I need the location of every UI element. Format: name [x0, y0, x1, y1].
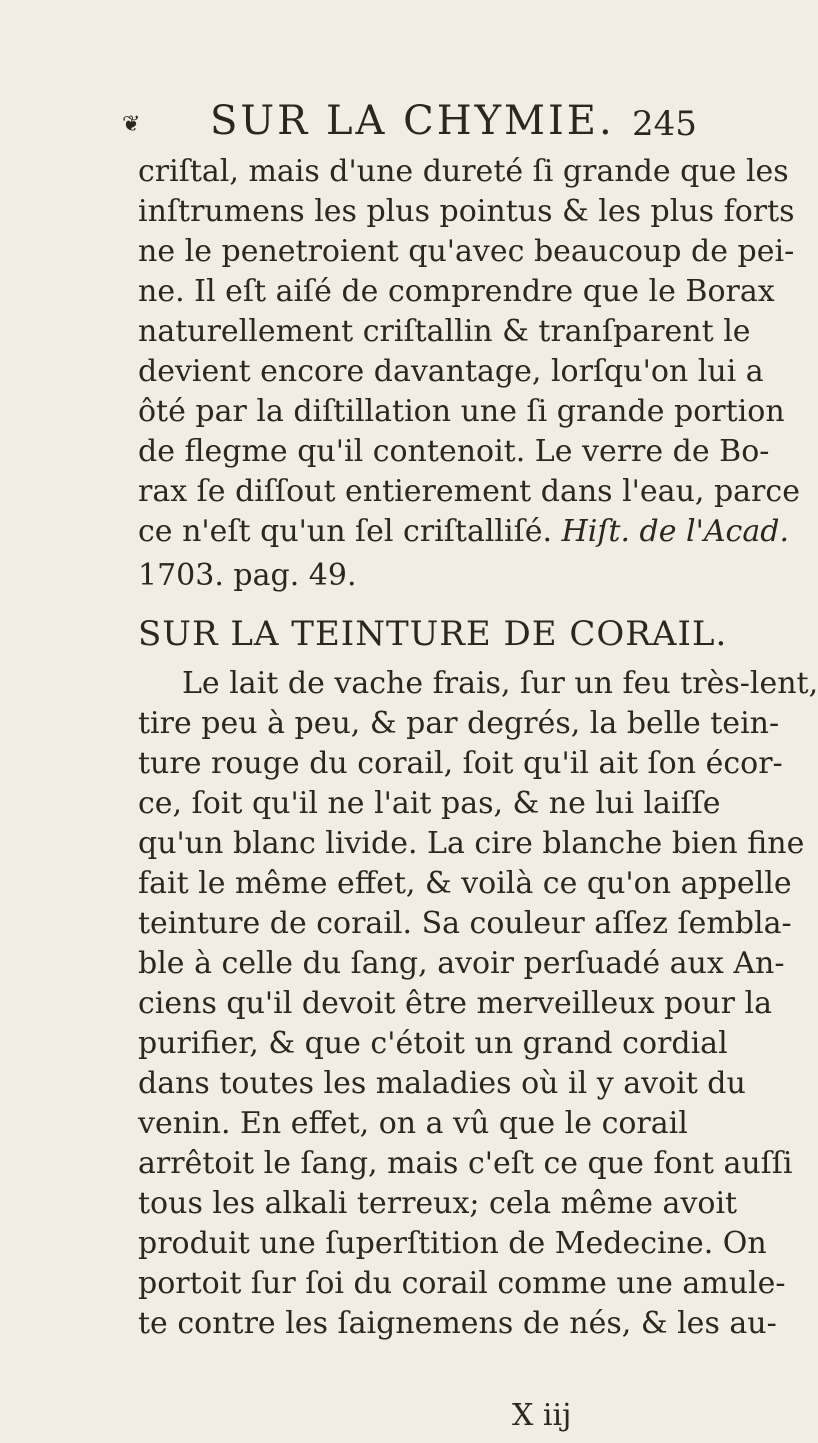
text-line: purifier, & que c'étoit un grand cordial [138, 1026, 728, 1061]
text-line: portoit ſur ſoi du corail comme une amule- [138, 1266, 786, 1301]
text-line: devient encore davantage, lorſqu'on lui a [138, 354, 764, 389]
text-line: de flegme qu'il contenoit. Le verre de Bo- [138, 434, 770, 469]
text-line: dans toutes les maladies où il y avoit du [138, 1066, 746, 1101]
text-line: criſtal, mais d'une dureté ſi grande que les [138, 154, 789, 189]
running-title: SUR LA CHYMIE. [210, 98, 615, 144]
text-line: ce, ſoit qu'il ne l'ait pas, & ne lui laiſſe [138, 786, 721, 821]
text-fragment: ce n'eſt qu'un ſel criſtalliſé. [138, 514, 553, 549]
text-line: ble à celle du ſang, avoir perſuadé aux An- [138, 946, 785, 981]
text-line: venin. En effet, on a vû que le corail [138, 1106, 688, 1141]
citation-reference: 1703. pag. 49. [138, 558, 357, 593]
text-line: naturellement criſtallin & tranſparent le [138, 314, 751, 349]
text-line-with-citation [138, 512, 789, 552]
text-line: arrêtoit le ſang, mais c'eſt ce que font auſſi [138, 1146, 793, 1181]
text-line: ne le penetroient qu'avec beaucoup de pei- [138, 234, 795, 269]
text-line: teinture de corail. Sa couleur aſſez ſembla- [138, 906, 792, 941]
text-line: tire peu à peu, & par degrés, la belle tein- [138, 706, 780, 741]
text-line: Le lait de vache frais, ſur un feu très-lent, [182, 666, 818, 701]
running-header [0, 98, 800, 150]
text-line: ture rouge du corail, ſoit qu'il ait ſon écor- [138, 746, 783, 781]
signature-mark: X iij [512, 1398, 572, 1433]
citation-source: Hiſt. de l'Acad. [561, 514, 789, 549]
text-line: inſtrumens les plus pointus & les plus forts [138, 194, 795, 229]
text-line: rax ſe diſſout entierement dans l'eau, parce [138, 474, 800, 509]
page-number: 245 [632, 104, 697, 144]
text-line: ôté par la diſtillation une ſi grande portion [138, 394, 785, 429]
text-line: produit une ſuperſtition de Medecine. On [138, 1226, 767, 1261]
section-heading: SUR LA TEINTURE DE CORAIL. [138, 614, 728, 654]
text-line: te contre les ſaignemens de nés, & les au- [138, 1306, 777, 1341]
text-line: qu'un blanc livide. La cire blanche bien fine [138, 826, 805, 861]
text-line: ne. Il eſt aiſé de comprendre que le Borax [138, 274, 775, 309]
text-line: fait le même effet, & voilà ce qu'on appelle [138, 866, 792, 901]
text-line: tous les alkali terreux; cela même avoit [138, 1186, 738, 1221]
text-line: ciens qu'il devoit être merveilleux pour la [138, 986, 772, 1021]
header-ornament: ❦ [122, 112, 141, 137]
